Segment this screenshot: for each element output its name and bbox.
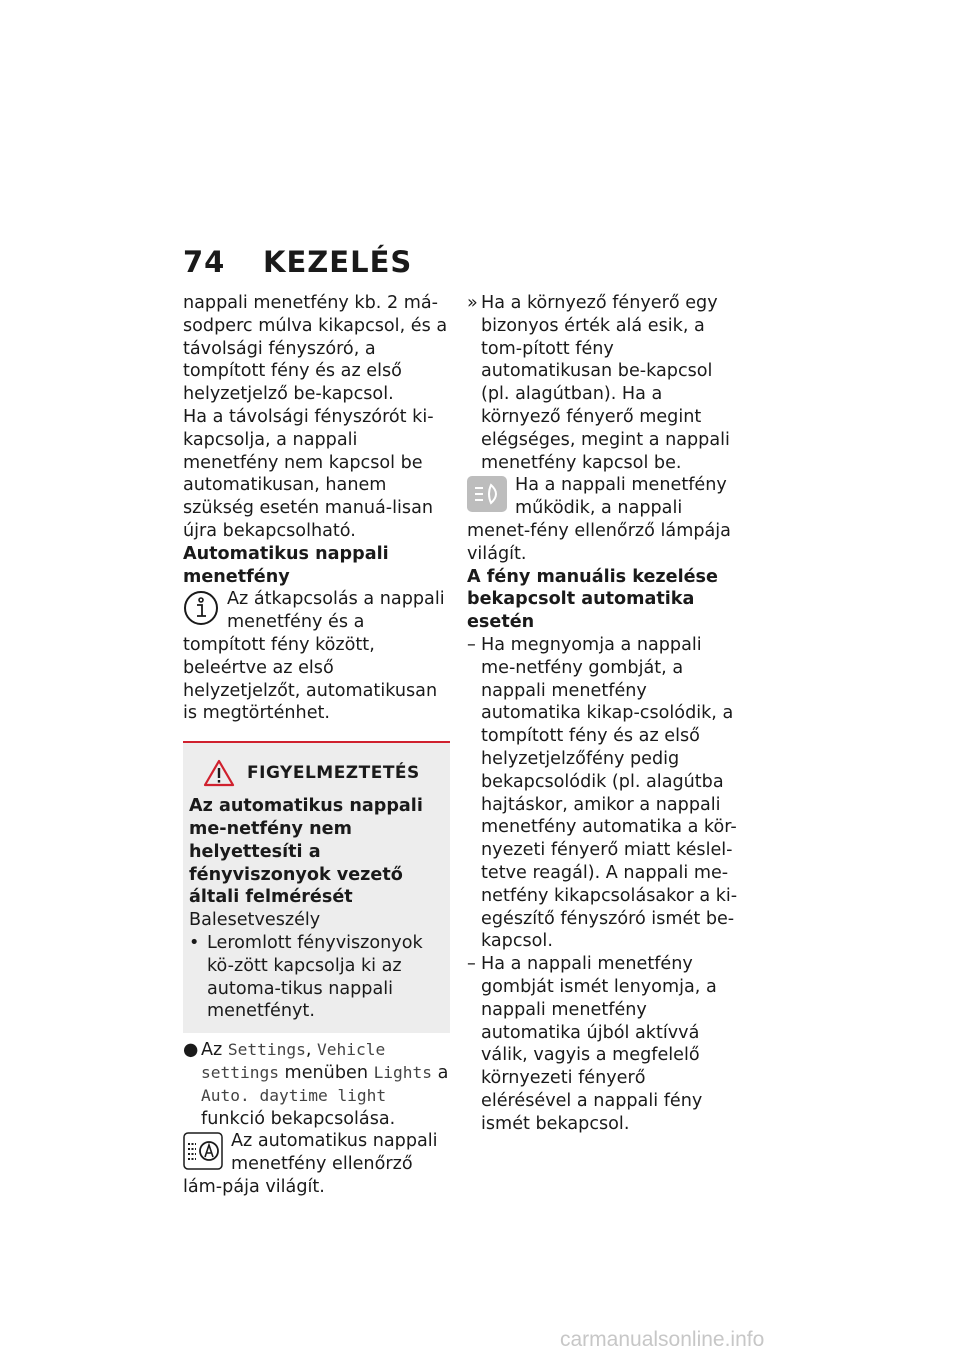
info-note — [183, 588, 450, 725]
menu-settings: Settings — [227, 1040, 306, 1060]
result-item: » Ha a környező fényerő egy bizonyos érték alá esik, a tom-pított fény automatikusan be-kapcsol (pl. alagútban). Ha a környező fényerő megint elégséges, megint a nappali menetfény kapcsol be. — [467, 293, 730, 473]
menu-lights: Lights — [373, 1062, 433, 1082]
drl-indicator-icon — [467, 476, 507, 512]
warning-title: FIGYELMEZTETÉS — [247, 762, 420, 783]
right-column — [467, 292, 739, 1135]
step-bullet: ● — [183, 1040, 199, 1061]
paragraph: Ha a távolsági fényszórót ki-kapcsolja, a nappali menetfény nem kapcsol be automatikusan, hanem szükség esetén manuá-lisan újra bekapcsolható. — [183, 406, 434, 541]
auto-drl-text: Az automatikus nappali menetfény ellenőrző lám-pája világít. — [183, 1131, 438, 1197]
left-column — [183, 292, 450, 1199]
paragraph: nappali menetfény kb. 2 má-sodperc múlva kikapcsol, és a távolsági fényszóró, a tompított fény és az első helyzetjelző be-kapcsol. — [183, 293, 448, 405]
warning-bullet: • Leromlott fényviszonyok kö-zött kapcsolja ki az automa-tikus nappali menetfényt. — [189, 932, 423, 1022]
info-icon — [183, 590, 219, 626]
watermark: carmanualsonline.info — [560, 1328, 765, 1351]
drl-text: Ha a nappali menetfény működik, a nappali menet-fény ellenőrző lámpája világít. — [467, 475, 731, 564]
dash-item: – Ha a nappali menetfény gombját ismét lenyomja, a nappali menetfény automatika újból aktívvá válik, vagyis a megfelelő környezeti fényerő elérésével a nappali fény ismét bekapcsol. — [467, 954, 717, 1134]
heading-manual: A fény manuális kezelése bekapcsolt automatika esetén — [467, 566, 718, 633]
warning-triangle-icon — [203, 759, 235, 787]
dash-item: – Ha megnyomja a nappali me-netfény gombját, a nappali menetfény automatika kikap-csolódik, a tompított fény és az első helyzetjelzőfény pedig bekapcsolódik (pl. alagútba hajtáskor, amikor a nappali menetfény automatika a kör-nyezeti fényerő miatt késlel-tetve reagál). A nappali me-netfény kikapcsolásakor a ki-egészítő fényszóró ismét be-kapcsol. — [467, 634, 738, 952]
section-title: KEZELÉS — [263, 245, 413, 279]
warning-box — [183, 741, 450, 1033]
menu-vehicle-settings: Vehicle settings — [201, 1040, 386, 1082]
auto-drl-indicator-icon — [183, 1132, 223, 1170]
info-text: Az átkapcsolás a nappali menetfény és a tompított fény között, beleértve az első helyzetjelzőt, automatikusan is megtörténhet. — [183, 589, 445, 724]
warning-hazard: Balesetveszély — [189, 910, 321, 931]
warning-headline: Az automatikus nappali me-netfény nem helyettesíti a fényviszonyok vezető általi felmérését — [189, 796, 423, 908]
warning-title-row — [203, 759, 444, 787]
menu-auto-daytime-light: Auto. daytime light — [201, 1085, 387, 1105]
result-arrow: » — [467, 293, 478, 313]
page-number: 74 — [183, 245, 226, 279]
page-header — [183, 245, 412, 279]
heading-auto-drl: Automatikus nappali menetfény — [183, 543, 389, 587]
instruction-step: ● Az Settings, Vehicle settings menüben Lights a Auto. daytime light funkció bekapcsolása. — [183, 1040, 449, 1129]
auto-drl-note — [183, 1130, 450, 1198]
drl-note — [467, 474, 739, 565]
